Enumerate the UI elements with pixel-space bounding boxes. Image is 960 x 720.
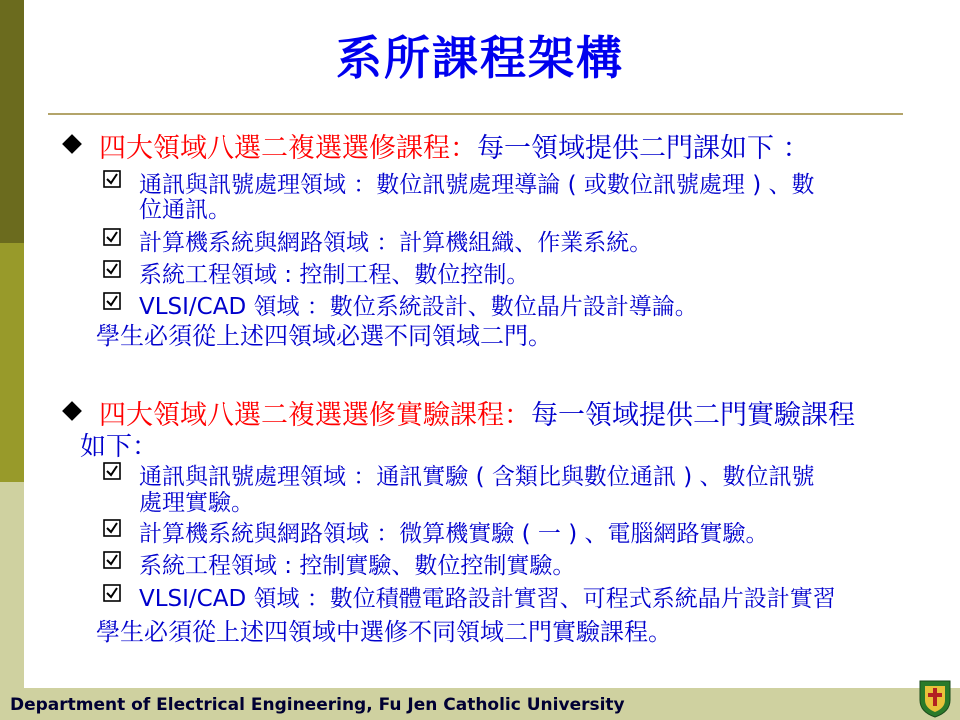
list-item-text: 計算機系統與網路領域 ：微算機實驗 ( 一 ) 、電腦網路實驗。 bbox=[139, 521, 769, 547]
checkbox-bullet-icon bbox=[103, 292, 121, 310]
list-item-text: 系統工程領域 : 控制實驗、數位控制實驗。 bbox=[139, 553, 576, 579]
page-title: 系所課程架構 bbox=[336, 31, 624, 85]
checkbox-bullet-icon bbox=[103, 519, 121, 537]
section1-note: 學生必須從上述四領域必選不同領域二門。 bbox=[96, 322, 552, 350]
checkbox-bullet-icon bbox=[103, 170, 121, 188]
section2-heading-blue: 每一領域提供二門實驗課程 bbox=[531, 400, 855, 431]
checkbox-bullet-icon bbox=[103, 551, 121, 569]
university-logo-icon bbox=[917, 678, 953, 718]
list-item-text: VLSI/CAD 領域 ：數位積體電路設計實習、可程式系統晶片設計實習 bbox=[139, 586, 836, 612]
checkbox-bullet-icon bbox=[103, 584, 121, 602]
list-item-text: 計算機系統與網路領域 ：計算機組織、作業系統。 bbox=[139, 230, 653, 256]
list-item-text: 位通訊。 bbox=[139, 197, 231, 223]
diamond-bullet-icon bbox=[62, 401, 82, 421]
checkbox-bullet-icon bbox=[103, 228, 121, 246]
diamond-bullet-icon bbox=[62, 134, 82, 154]
list-item-text: 系統工程領域 : 控制工程、數位控制。 bbox=[139, 262, 530, 288]
list-item-text: 通訊與訊號處理領域 ：通訊實驗 ( 含類比與數位通訊 ) 、數位訊號 bbox=[139, 464, 815, 490]
section1-heading-blue: 每一領域提供二門課如下 ： bbox=[477, 133, 810, 164]
footer-text: Department of Electrical Engineering, Fu Jen Catholic University bbox=[10, 695, 625, 715]
section2-heading-continuation: 如下： bbox=[80, 432, 159, 462]
sidebar-strip-middle bbox=[0, 243, 24, 482]
list-item-text: 處理實驗。 bbox=[139, 490, 254, 516]
list-item-text: 通訊與訊號處理領域 ：數位訊號處理導論 ( 或數位訊號處理 ) 、數 bbox=[139, 172, 815, 198]
sidebar-strip-bottom bbox=[0, 482, 24, 688]
checkbox-bullet-icon bbox=[103, 462, 121, 480]
section2-note: 學生必須從上述四領域中選修不同領域二門實驗課程。 bbox=[96, 618, 672, 646]
section2-heading-red: 四大領域八選二複選選修實驗課程： bbox=[99, 400, 531, 431]
list-item-text: VLSI/CAD 領域 ：數位系統設計、數位晶片設計導論。 bbox=[139, 294, 698, 320]
title-divider bbox=[48, 113, 903, 115]
section1-heading-red: 四大領域八選二複選選修課程： bbox=[99, 133, 477, 164]
checkbox-bullet-icon bbox=[103, 260, 121, 278]
